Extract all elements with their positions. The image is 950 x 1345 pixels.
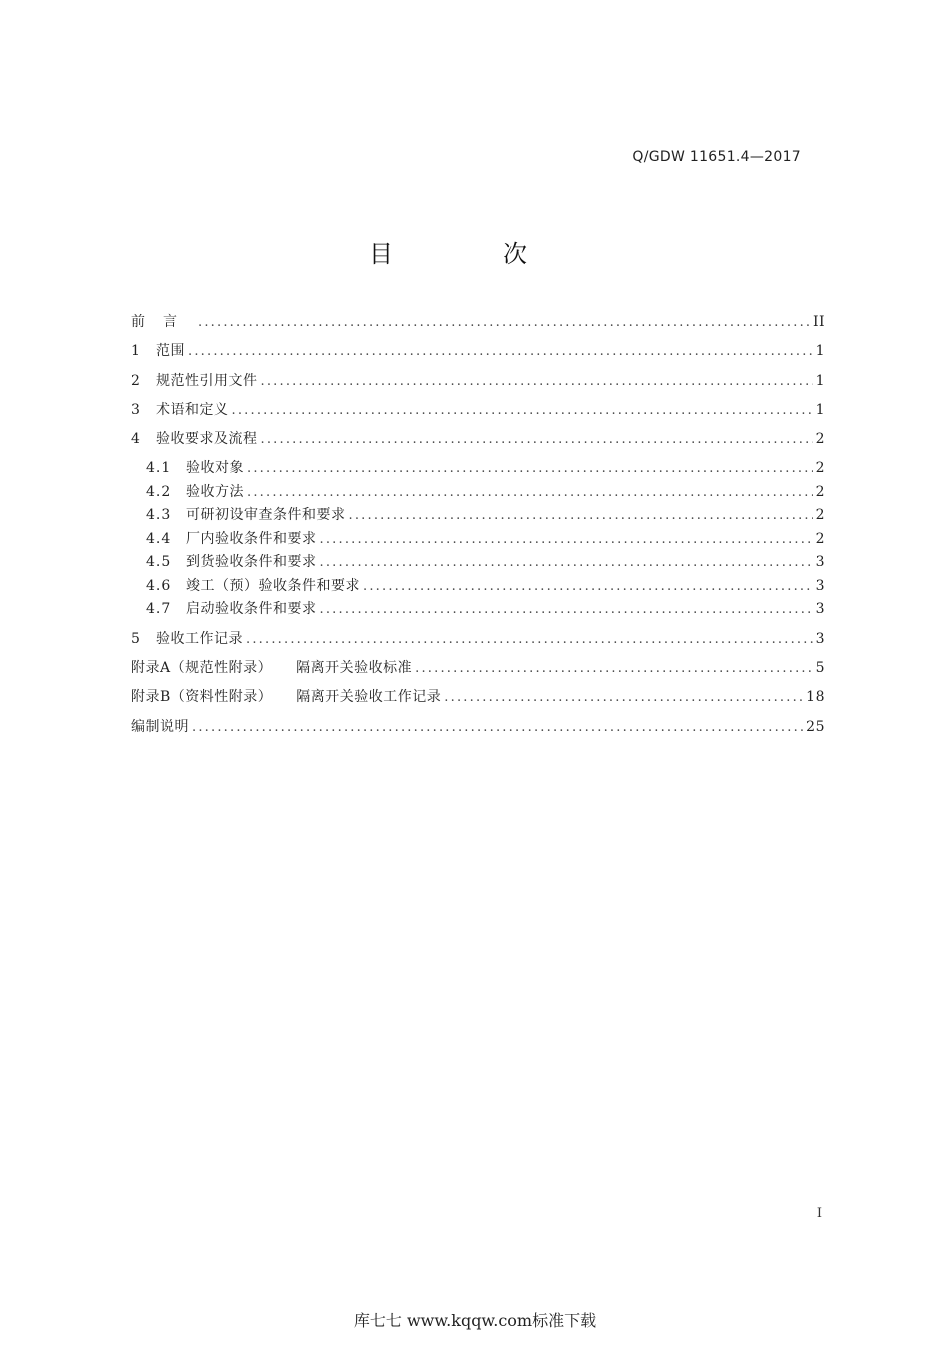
toc-entry-label: 到货验收条件和要求 — [186, 554, 317, 571]
toc-entry-label: 前言 — [131, 314, 195, 330]
toc-entry-number: 1 — [131, 343, 140, 360]
toc-dot-leader — [192, 718, 803, 738]
toc-entry[interactable] — [131, 552, 825, 576]
toc-dot-leader — [261, 372, 813, 392]
toc-entry-page: 3 — [815, 554, 825, 571]
toc-dot-leader — [320, 553, 813, 573]
toc-entry-label: 术语和定义 — [156, 401, 229, 418]
toc-entry-page: 1 — [815, 372, 825, 389]
toc-entry-label: 竣工（预）验收条件和要求 — [186, 577, 360, 594]
toc-dot-leader — [247, 483, 813, 503]
toc-entry-page: 3 — [815, 577, 825, 594]
toc-dot-leader — [444, 688, 803, 708]
toc-entry-page: 2 — [815, 507, 825, 524]
table-of-contents — [131, 312, 825, 746]
toc-entry-number: 2 — [131, 372, 140, 389]
toc-entry[interactable] — [131, 529, 825, 553]
toc-entry-page: 2 — [815, 460, 825, 477]
toc-entry-label: 验收工作记录 — [156, 630, 243, 647]
toc-dot-leader — [198, 313, 810, 333]
toc-entry-label: 验收对象 — [186, 460, 244, 477]
toc-entry[interactable] — [131, 341, 825, 370]
toc-dot-leader — [349, 506, 813, 526]
toc-entry-label: 编制说明 — [131, 718, 189, 735]
toc-entry-number: 4.7 — [146, 601, 172, 618]
toc-dot-leader — [232, 401, 813, 421]
toc-entry-page: II — [812, 314, 825, 330]
toc-dot-leader — [320, 600, 813, 620]
toc-entry-number: 3 — [131, 401, 140, 418]
toc-entry-number: 5 — [131, 630, 140, 647]
toc-entry-page: 18 — [806, 689, 825, 706]
toc-entry-number: 4.2 — [146, 483, 172, 500]
toc-entry[interactable] — [131, 400, 825, 429]
toc-entry-label: 验收方法 — [186, 483, 244, 500]
toc-dot-leader — [415, 659, 812, 679]
toc-entry[interactable] — [131, 629, 825, 658]
toc-entry-page: 1 — [815, 401, 825, 418]
toc-entry-label: 可研初设审查条件和要求 — [186, 507, 346, 524]
page-number: I — [816, 1206, 822, 1221]
toc-dot-leader — [247, 459, 813, 479]
toc-dot-leader — [363, 577, 813, 597]
document-code: Q/GDW 11651.4—2017 — [632, 149, 801, 165]
toc-entry-label: 附录A（规范性附录） — [131, 660, 273, 677]
toc-title: 目次 — [369, 240, 637, 268]
toc-entry-label: 范围 — [156, 343, 185, 360]
toc-entry-number: 4.6 — [146, 577, 172, 594]
toc-entry[interactable] — [131, 717, 825, 746]
toc-entry[interactable] — [131, 687, 825, 716]
toc-entry-subtitle: 隔离开关验收工作记录 — [296, 689, 442, 706]
toc-entry[interactable] — [131, 599, 825, 628]
toc-entry[interactable] — [131, 312, 825, 341]
toc-dot-leader — [320, 530, 813, 550]
toc-dot-leader — [261, 430, 813, 450]
footer-watermark: 库七七 www.kqqw.com标准下载 — [353, 1311, 597, 1330]
toc-entry-number: 4.5 — [146, 554, 172, 571]
toc-entry-page: 2 — [815, 530, 825, 547]
toc-entry[interactable] — [131, 429, 825, 458]
toc-entry[interactable] — [131, 482, 825, 506]
toc-entry-number: 4.4 — [146, 530, 172, 547]
toc-dot-leader — [246, 630, 813, 650]
toc-entry-page: 5 — [815, 660, 825, 677]
toc-entry-label: 附录B（资料性附录） — [131, 689, 273, 706]
toc-entry[interactable] — [131, 576, 825, 600]
toc-entry-page: 25 — [806, 718, 825, 735]
toc-entry-page: 2 — [815, 431, 825, 448]
toc-entry-label: 规范性引用文件 — [156, 372, 258, 389]
toc-entry-page: 1 — [815, 343, 825, 360]
toc-entry-label: 验收要求及流程 — [156, 431, 258, 448]
toc-entry-number: 4 — [131, 431, 140, 448]
toc-entry-page: 3 — [815, 630, 825, 647]
toc-entry-page: 2 — [815, 483, 825, 500]
toc-entry[interactable] — [131, 371, 825, 400]
toc-entry-number: 4.3 — [146, 507, 172, 524]
toc-entry-page: 3 — [815, 601, 825, 618]
toc-entry[interactable] — [131, 505, 825, 529]
toc-entry[interactable] — [131, 458, 825, 482]
toc-entry-number: 4.1 — [146, 460, 172, 477]
toc-entry-subtitle: 隔离开关验收标准 — [296, 660, 413, 677]
toc-entry-label: 厂内验收条件和要求 — [186, 530, 317, 547]
toc-dot-leader — [188, 342, 813, 362]
toc-entry-label: 启动验收条件和要求 — [186, 601, 317, 618]
toc-entry[interactable] — [131, 658, 825, 687]
